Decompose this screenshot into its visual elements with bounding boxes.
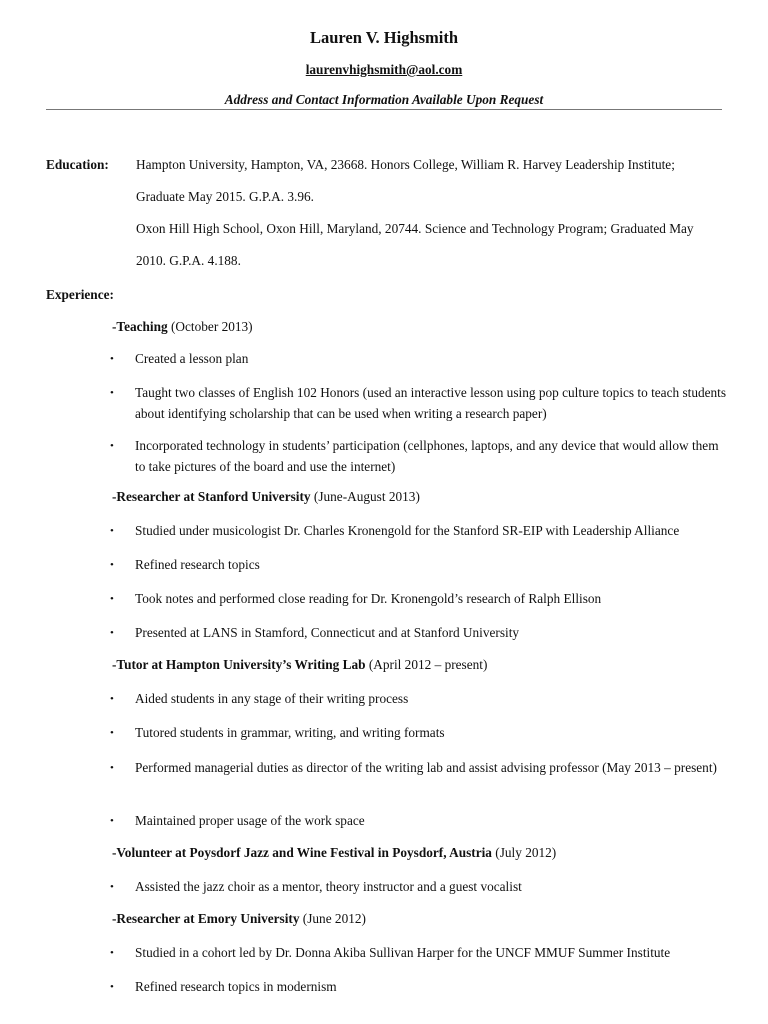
resume-name: Lauren V. Highsmith	[309, 28, 459, 47]
list-item	[110, 589, 730, 610]
list-item-text: Took notes and performed close reading for Dr. Kronengold’s research of Ralph Ellison	[135, 591, 602, 606]
list-item-text: Assisted the jazz choir as a mentor, theory instructor and a guest vocalist	[135, 879, 522, 894]
bullet-icon: •	[110, 881, 114, 893]
list-item	[110, 943, 730, 964]
job-title: -Researcher at Stanford University	[112, 489, 311, 504]
list-item-text: Incorporated technology in students’ participation (cellphones, laptops, and any device that would allow them to take pictures of the board and use the internet)	[135, 438, 719, 474]
experience-label: Experience:	[46, 287, 114, 302]
list-item	[110, 758, 730, 779]
list-item-text: Aided students in any stage of their writing process	[135, 691, 409, 706]
job-heading	[112, 319, 253, 335]
list-item	[110, 383, 730, 424]
bullet-icon: •	[110, 593, 114, 605]
list-item	[110, 877, 730, 898]
job-title: -Researcher at Emory University	[112, 911, 300, 926]
education-line: 2010. G.P.A. 4.188.	[136, 253, 241, 268]
job-title: -Tutor at Hampton University’s Writing Lab	[112, 657, 366, 672]
contact-note: Address and Contact Information Available Upon Request	[224, 92, 544, 107]
education-line: Hampton University, Hampton, VA, 23668. Honors College, William R. Harvey Leadership Institute;	[136, 157, 675, 172]
list-item	[110, 521, 730, 542]
job-title: -Volunteer at Poysdorf Jazz and Wine Festival in Poysdorf, Austria	[112, 845, 492, 860]
bullet-icon: •	[110, 440, 114, 452]
list-item	[110, 723, 730, 744]
bullet-icon: •	[110, 387, 114, 399]
job-heading	[112, 845, 556, 861]
education-line: Oxon Hill High School, Oxon Hill, Maryland, 20744. Science and Technology Program; Graduated May	[136, 221, 694, 236]
bullet-icon: •	[110, 947, 114, 959]
job-dates: (July 2012)	[491, 845, 557, 860]
list-item-text: Maintained proper usage of the work space	[135, 813, 365, 828]
bullet-icon: •	[110, 559, 114, 571]
list-item-text: Taught two classes of English 102 Honors (used an interactive lesson using pop culture topics to teach students about identifying scholarship that can be used when writing a research paper)	[135, 385, 727, 421]
bullet-icon: •	[110, 981, 114, 993]
list-item	[110, 436, 730, 477]
list-item	[110, 555, 730, 576]
list-item	[110, 689, 730, 710]
job-dates: (June-August 2013)	[310, 489, 420, 504]
header-divider	[46, 109, 722, 110]
job-heading	[112, 911, 366, 927]
job-heading	[112, 489, 420, 505]
list-item-text: Tutored students in grammar, writing, and writing formats	[135, 725, 445, 740]
job-dates: (October 2013)	[167, 319, 253, 334]
bullet-icon: •	[110, 693, 114, 705]
bullet-icon: •	[110, 353, 114, 365]
list-item-text: Refined research topics	[135, 557, 260, 572]
list-item	[110, 977, 730, 998]
education-line: Graduate May 2015. G.P.A. 3.96.	[136, 189, 315, 204]
list-item-text: Created a lesson plan	[135, 351, 249, 366]
list-item-text: Studied in a cohort led by Dr. Donna Akiba Sullivan Harper for the UNCF MMUF Summer Institute	[135, 945, 671, 960]
education-label: Education:	[46, 157, 109, 172]
bullet-icon: •	[110, 627, 114, 639]
list-item-text: Presented at LANS in Stamford, Connecticut and at Stanford University	[135, 625, 520, 640]
bullet-icon: •	[110, 727, 114, 739]
job-title: -Teaching	[112, 319, 168, 334]
list-item	[110, 349, 730, 370]
bullet-icon: •	[110, 525, 114, 537]
bullet-icon: •	[110, 762, 114, 774]
bullet-icon: •	[110, 815, 114, 827]
job-heading	[112, 657, 487, 673]
list-item	[110, 811, 730, 832]
email-link[interactable]: laurenvhighsmith@aol.com	[305, 62, 463, 77]
list-item-text: Refined research topics in modernism	[135, 979, 337, 994]
job-dates: (April 2012 – present)	[365, 657, 488, 672]
list-item-text: Studied under musicologist Dr. Charles Kronengold for the Stanford SR-EIP with Leadership Alliance	[135, 523, 680, 538]
list-item-text: Performed managerial duties as director of the writing lab and assist advising professor (May 2013 – present)	[135, 760, 717, 775]
list-item	[110, 623, 730, 644]
job-dates: (June 2012)	[299, 911, 366, 926]
